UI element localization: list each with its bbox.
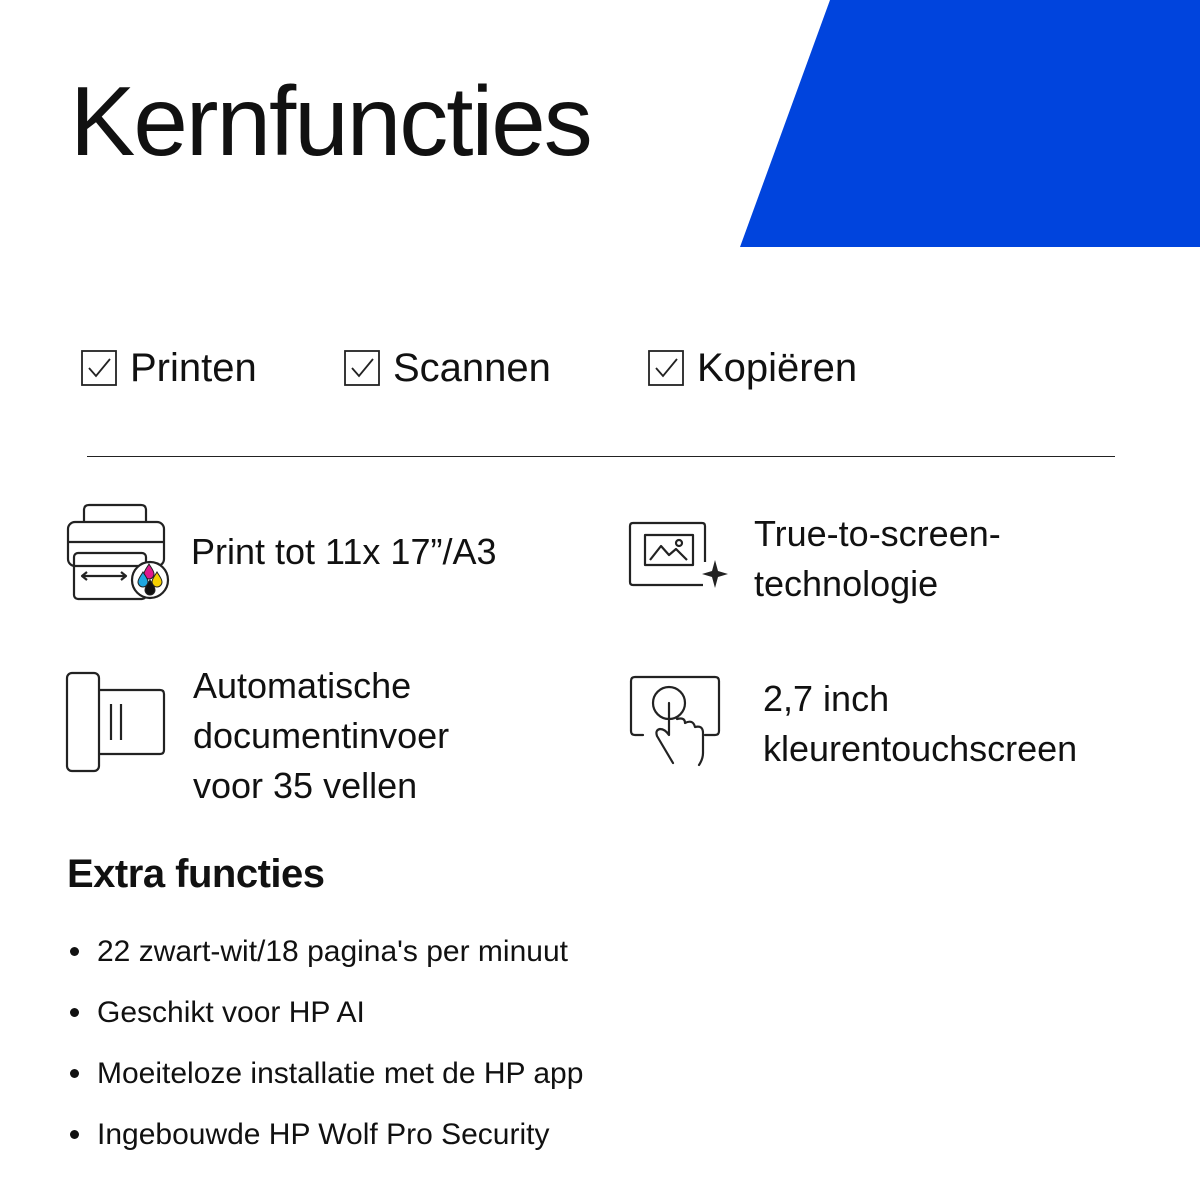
document-feeder-icon xyxy=(64,670,174,775)
extra-list xyxy=(67,921,583,1165)
touchscreen-hand-icon xyxy=(627,673,727,773)
check-label: Scannen xyxy=(393,345,551,390)
feature-text-adf xyxy=(193,661,449,811)
extra-title: Extra functies xyxy=(67,852,325,896)
checkbox-checked-icon xyxy=(80,349,118,387)
check-item-printen xyxy=(80,340,257,396)
printer-a3-icon xyxy=(64,500,174,605)
feature-text-a3 xyxy=(191,527,497,577)
feature-text-touchscreen xyxy=(763,674,1077,774)
feature-line: documentinvoer xyxy=(193,715,450,756)
divider xyxy=(87,456,1115,457)
feature-line: technologie xyxy=(754,563,939,604)
page-title: Kernfuncties xyxy=(70,66,591,176)
feature-line: Automatische xyxy=(193,665,412,706)
screen-image-sparkle-icon xyxy=(627,520,732,595)
feature-line: voor 35 vellen xyxy=(193,765,418,806)
list-item: Ingebouwde HP Wolf Pro Security xyxy=(67,1104,583,1165)
feature-text-true-to-screen xyxy=(754,509,1001,609)
check-item-kopieren xyxy=(647,340,857,396)
feature-line: True-to-screen- xyxy=(754,513,1001,554)
checkbox-checked-icon xyxy=(647,349,685,387)
list-item: 22 zwart-wit/18 pagina's per minuut xyxy=(67,921,583,982)
check-item-scannen xyxy=(343,340,551,396)
check-label: Printen xyxy=(130,345,257,390)
feature-line: Print tot 11x 17”/A3 xyxy=(191,531,497,572)
list-item: Moeiteloze installatie met de HP app xyxy=(67,1043,583,1104)
check-label: Kopiëren xyxy=(697,345,858,390)
feature-line: kleurentouchscreen xyxy=(763,728,1078,769)
list-item: Geschikt voor HP AI xyxy=(67,982,583,1043)
checkbox-checked-icon xyxy=(343,349,381,387)
feature-line: 2,7 inch xyxy=(763,678,890,719)
